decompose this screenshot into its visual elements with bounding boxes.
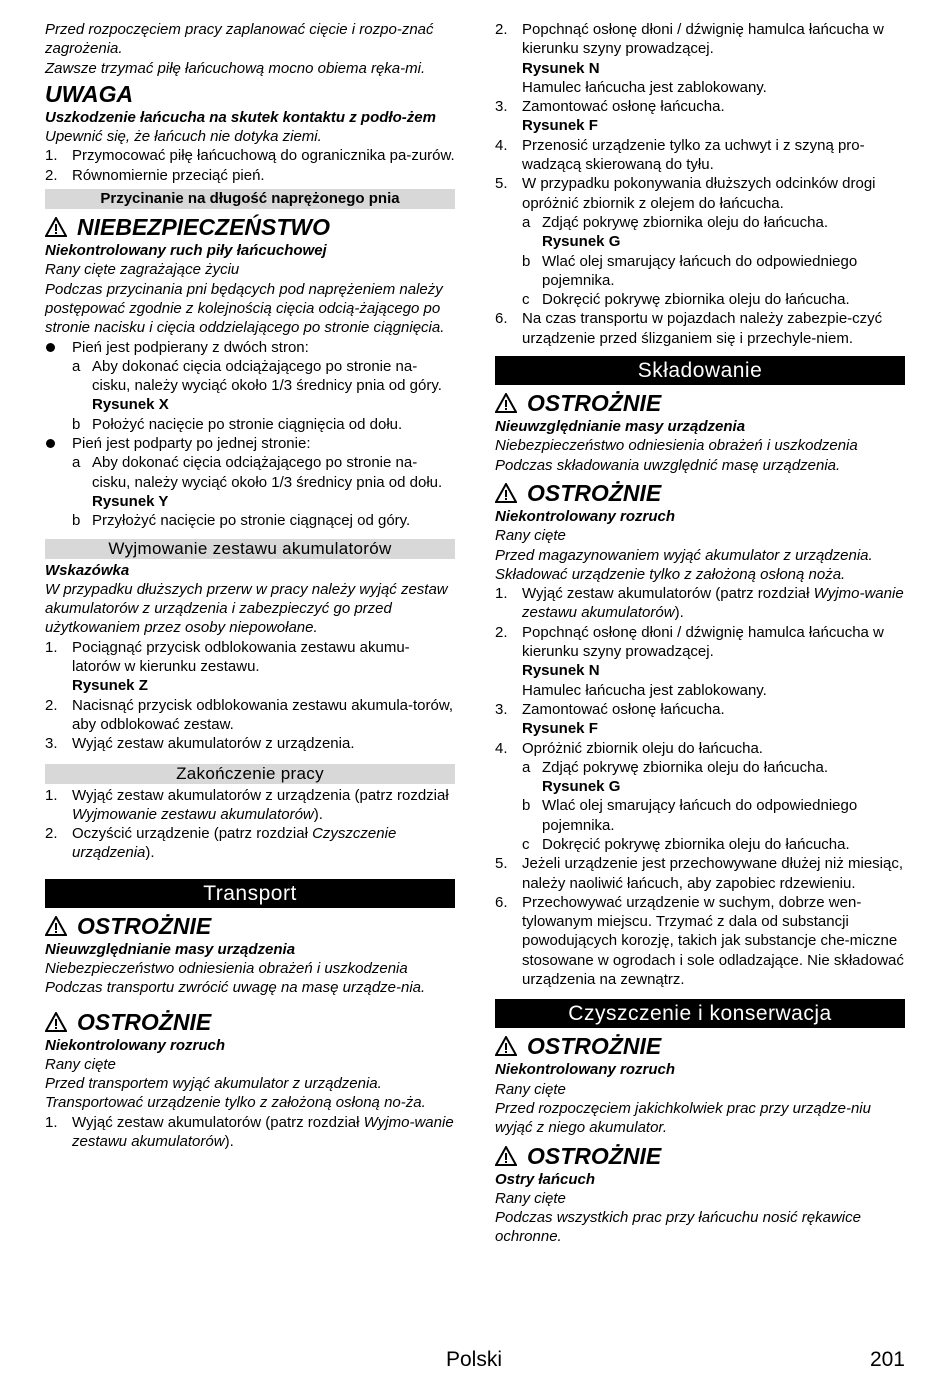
list-item: 2. Oczyścić urządzenie (patrz rozdział Czyszczenie urządzenia). xyxy=(45,825,397,862)
list-item: a Zdjąć pokrywę zbiornika oleju do łańcucha. xyxy=(522,758,828,776)
warning-triangle-icon xyxy=(45,217,67,237)
caution-subtitle: Niekontrolowany rozruch xyxy=(495,1061,676,1079)
result-text: Hamulec łańcucha jest zablokowany. xyxy=(522,681,767,699)
left-column xyxy=(45,20,455,1151)
danger-subtitle: Niekontrolowany ruch piły łańcuchowej xyxy=(45,242,327,260)
figure-ref: Rysunek F xyxy=(522,720,598,738)
caution-heading: OSTROŻNIE xyxy=(45,912,455,940)
result-text: Hamulec łańcucha jest zablokowany. xyxy=(522,78,767,96)
caution-heading: OSTROŻNIE xyxy=(495,1032,905,1060)
caution-text: Przed rozpoczęciem jakichkolwiek prac przy urządze-niu wyjąć z niego akumulator. xyxy=(495,1099,871,1137)
caution-text: Przed magazynowaniem wyjąć akumulator z urządzenia. xyxy=(495,546,873,564)
cross-reference-link[interactable]: Wyjmowanie zestawu akumulatorów xyxy=(72,805,314,823)
figure-ref: Rysunek Z xyxy=(72,677,148,695)
caution-subtitle: Ostry łańcuch xyxy=(495,1170,596,1188)
bullet-icon xyxy=(46,439,55,448)
intro-text-1: Przed rozpoczęciem pracy zaplanować cięcie i rozpo-znać zagrożenia. xyxy=(45,21,434,58)
list-item: 6. Na czas transportu w pojazdach należy zabezpie-czyć urządzenie przed ślizganiem się i przechyle-niem. xyxy=(495,310,883,347)
cross-reference-link[interactable]: Wyjmo-wanie zestawu akumulatorów xyxy=(72,1113,454,1151)
danger-heading: NIEBEZPIECZEŃSTWO xyxy=(45,213,455,241)
caution-heading: OSTROŻNIE xyxy=(45,1008,455,1036)
section-heading-wyjmowanie: Wyjmowanie zestawu akumulatorów xyxy=(45,539,455,559)
list-item: 1. Wyjąć zestaw akumulatorów (patrz rozdział Wyjmo-wanie zestawu akumulatorów). xyxy=(45,1113,454,1151)
figure-ref: Rysunek N xyxy=(522,662,600,680)
danger-line-1: Rany cięte zagrażające życiu xyxy=(45,261,240,279)
section-heading-zakonczenie: Zakończenie pracy xyxy=(45,764,455,784)
caution-heading: OSTROŻNIE xyxy=(495,1142,905,1170)
warning-triangle-icon xyxy=(45,916,67,936)
list-item: a Zdjąć pokrywę zbiornika oleju do łańcucha. xyxy=(522,213,828,231)
list-item: b Położyć nacięcie po stronie ciągnięcia od dołu. xyxy=(72,415,403,433)
caution-text: Podczas transportu zwrócić uwagę na masę urządze-nia. xyxy=(45,979,426,997)
list-item: 5. W przypadku pokonywania dłuższych odcinków drogi opróżnić zbiornik z olejem do łańcucha. xyxy=(495,175,876,212)
list-item: b Wlać olej smarujący łańcuch do odpowiedniego pojemnika. xyxy=(522,797,858,834)
chapter-heading-skladowanie: Składowanie xyxy=(495,356,905,385)
figure-ref: Rysunek F xyxy=(522,117,598,135)
caution-subtitle: Niekontrolowany rozruch xyxy=(495,507,676,525)
figure-ref: Rysunek X xyxy=(92,396,169,414)
caution-text: Składować urządzenie tylko z założoną osłoną noża. xyxy=(495,565,846,583)
caution-subtitle: Nieuwzględnianie masy urządzenia xyxy=(495,418,746,436)
note-title: Wskazówka xyxy=(45,561,130,579)
list-item: 2. Popchnąć osłonę dłoni / dźwignię hamulca łańcucha w kierunku szyny prowadzącej. xyxy=(495,623,884,661)
list-item: a Aby dokonać cięcia odciążającego po stronie na-cisku, należy wyciąć około 1/3 średnicy pnia od dołu. xyxy=(72,454,443,491)
caution-heading: OSTROŻNIE xyxy=(495,479,905,507)
caution-text: Podczas wszystkich prac przy łańcuchu nosić rękawice ochronne. xyxy=(495,1209,861,1246)
list-item: 2. Nacisnąć przycisk odblokowania zestawu akumula-torów, aby odblokować zestaw. xyxy=(45,696,454,733)
chapter-heading-transport: Transport xyxy=(45,879,455,908)
list-item: Pień jest podparty po jednej stronie: xyxy=(45,434,455,453)
note-text: W przypadku dłuższych przerw w pracy należy wyjąć zestaw akumulatorów z urządzenia i zabezpieczyć go przed użytkowaniem przez osoby niepowołane. xyxy=(45,580,448,637)
caution-text: Przed transportem wyjąć akumulator z urządzenia. xyxy=(45,1075,382,1093)
footer-language: Polski xyxy=(446,1348,503,1371)
caution-text: Niebezpieczeństwo odniesienia obrażeń i uszkodzenia xyxy=(495,437,858,455)
cross-reference-link[interactable]: Wyjmo-wanie zestawu akumulatorów xyxy=(522,585,904,622)
list-item: c Dokręcić pokrywę zbiornika oleju do łańcucha. xyxy=(522,835,850,853)
list-item: b Przyłożyć nacięcie po stronie ciągnącej od góry. xyxy=(72,512,411,530)
list-item: 4. Przenosić urządzenie tylko za uchwyt i z szyną pro-wadzącą skierowaną do tyłu. xyxy=(495,136,865,174)
notice-uwaga-text: Upewnić się, że łańcuch nie dotyka ziemi. xyxy=(45,128,322,146)
list-item: b Wlać olej smarujący łańcuch do odpowiedniego pojemnika. xyxy=(522,252,858,289)
intro-text-2: Zawsze trzymać piłę łańcuchową mocno obiema ręka-mi. xyxy=(45,59,426,77)
caution-subtitle: Niekontrolowany rozruch xyxy=(45,1036,226,1054)
warning-triangle-icon xyxy=(495,483,517,503)
figure-ref: Rysunek G xyxy=(542,233,621,251)
caution-text: Transportować urządzenie tylko z założoną osłoną no-ża. xyxy=(45,1094,426,1112)
list-item: 1. Przymocować piłę łańcuchową do ogranicznika pa-zurów. xyxy=(45,147,455,165)
bullet-icon xyxy=(46,343,55,352)
list-item: 5. Jeżeli urządzenie jest przechowywane dłużej niż miesiąc, należy naoliwić łańcuch, aby zapobiec rdzewieniu. xyxy=(495,855,904,892)
list-item: Pień jest podpierany z dwóch stron: xyxy=(45,338,455,357)
caution-text: Podczas składowania uwzględnić masę urządzenia. xyxy=(495,456,841,474)
right-column xyxy=(495,20,905,1247)
notice-uwaga-title: UWAGA xyxy=(45,80,134,107)
list-item: 1. Wyjąć zestaw akumulatorów z urządzenia (patrz rozdział Wyjmowanie zestawu akumulatorów). xyxy=(45,786,449,823)
list-item: 2. Popchnąć osłonę dłoni / dźwignię hamulca łańcucha w kierunku szyny prowadzącej. xyxy=(495,21,884,58)
figure-ref: Rysunek G xyxy=(542,778,621,796)
notice-uwaga-subtitle: Uszkodzenie łańcucha na skutek kontaktu z podło-żem xyxy=(45,108,436,126)
caution-text: Rany cięte xyxy=(495,1080,566,1098)
cross-reference-link[interactable]: Czyszczenie urządzenia xyxy=(72,825,397,862)
page-number: 201 xyxy=(869,1348,905,1371)
caution-text: Niebezpieczeństwo odniesienia obrażeń i uszkodzenia xyxy=(45,959,408,977)
caution-heading: OSTROŻNIE xyxy=(495,389,905,417)
warning-triangle-icon xyxy=(45,1012,67,1032)
danger-line-2: Podczas przycinania pni będących pod naprężeniem należy postępować zgodnie z kolejnością cięcia odcią-żającego po stronie nacisku i cięcia oddzielającego po stronie ciągnięcia. xyxy=(45,280,445,337)
list-item: 3. Zamontować osłonę łańcucha. xyxy=(495,98,725,116)
list-item: a Aby dokonać cięcia odciążającego po stronie na-cisku, należy wyciąć około 1/3 średnicy pnia od góry. xyxy=(72,357,442,395)
caution-subtitle: Nieuwzględnianie masy urządzenia xyxy=(45,940,296,958)
list-item: 4. Opróżnić zbiornik oleju do łańcucha. xyxy=(495,739,763,757)
list-item: 3. Wyjąć zestaw akumulatorów z urządzenia. xyxy=(45,735,355,753)
caution-text: Rany cięte xyxy=(45,1055,116,1073)
list-item: 1. Wyjąć zestaw akumulatorów (patrz rozdział Wyjmo-wanie zestawu akumulatorów). xyxy=(495,585,904,622)
figure-ref: Rysunek N xyxy=(522,59,600,77)
warning-triangle-icon xyxy=(495,1036,517,1056)
caution-text: Rany cięte xyxy=(495,527,566,545)
list-item: 3. Zamontować osłonę łańcucha. xyxy=(495,700,725,718)
list-item: c Dokręcić pokrywę zbiornika oleju do łańcucha. xyxy=(522,291,850,309)
figure-ref: Rysunek Y xyxy=(92,492,169,510)
list-item: 2. Równomiernie przeciąć pień. xyxy=(45,166,265,184)
section-heading-przycinanie: Przycinanie na długość naprężonego pnia xyxy=(45,189,455,209)
list-item: 1. Pociągnąć przycisk odblokowania zestawu akumu-latorów w kierunku zestawu. xyxy=(45,638,410,676)
warning-triangle-icon xyxy=(495,1146,517,1166)
warning-triangle-icon xyxy=(495,393,517,413)
list-item: 6. Przechowywać urządzenie w suchym, dobrze wen-tylowanym miejscu. Trzymać z dala od substancji powodujących korozję, takich jak substancje che-miczne stosowane w ogrodach i sole odladzające. Nie składować urządzenia na zewnątrz. xyxy=(495,893,904,989)
caution-text: Rany cięte xyxy=(495,1189,566,1207)
chapter-heading-czyszczenie: Czyszczenie i konserwacja xyxy=(495,999,905,1028)
